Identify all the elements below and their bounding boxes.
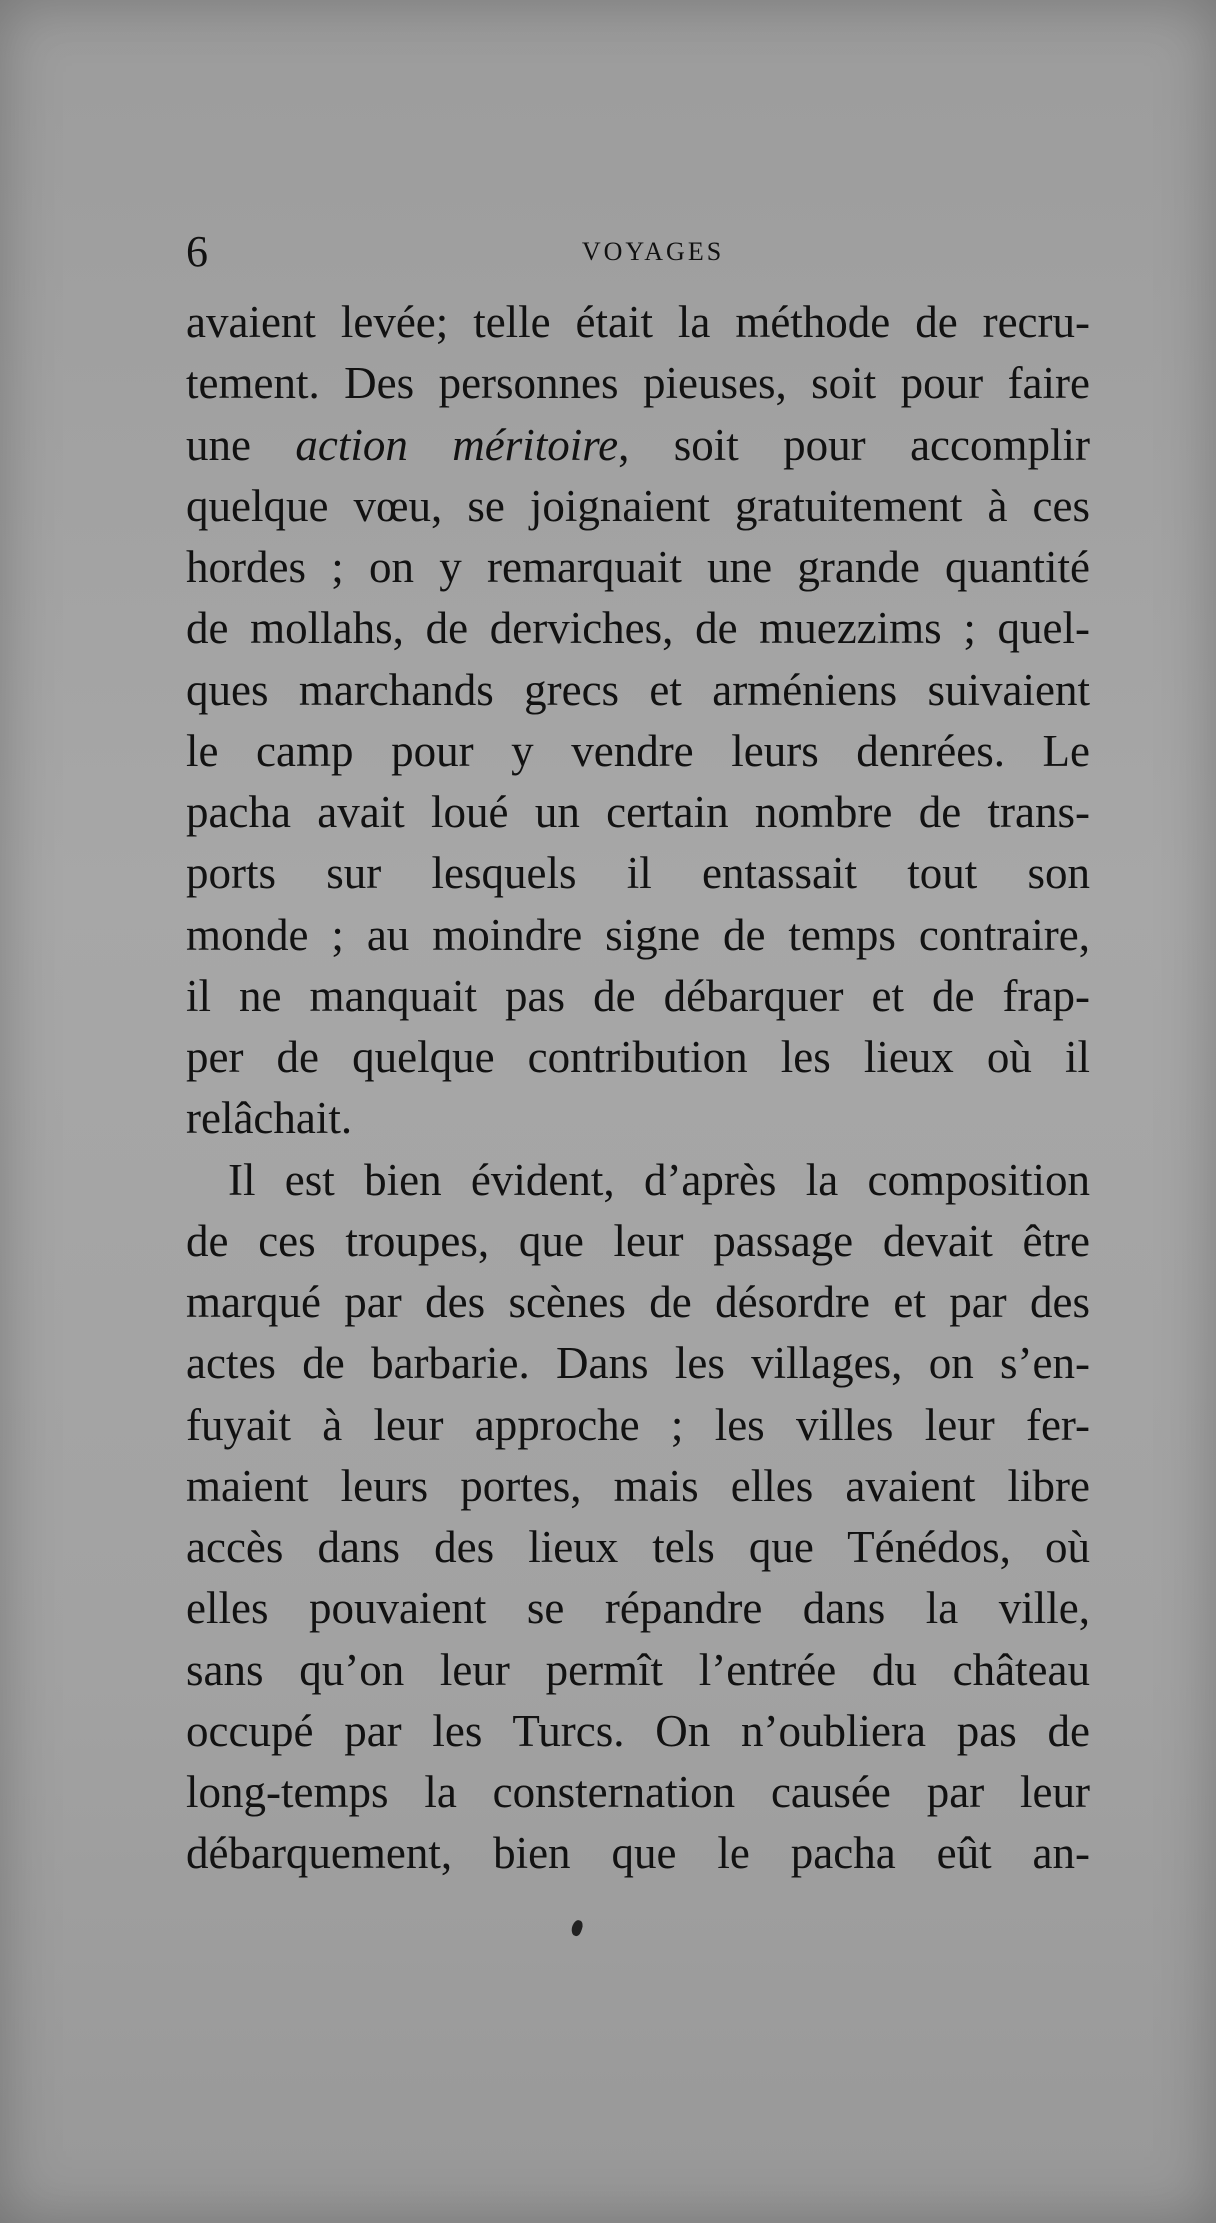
text-line: il ne manquait pas de débarquer et de frap-	[186, 970, 1090, 1021]
running-title: VOYAGES	[581, 237, 725, 266]
text-line: accès dans des lieux tels que Ténédos, où	[186, 1522, 1090, 1572]
text-line-italic: une action méritoire, soit pour accomplir	[186, 419, 1090, 470]
text-line: per de quelque contribution les lieux où il	[186, 1032, 1090, 1082]
text-line: relâchait.	[186, 1093, 353, 1144]
paragraph-2	[186, 1150, 1090, 1885]
text-line: long-temps la consternation causée par leur	[186, 1767, 1090, 1817]
text-line: tement. Des personnes pieuses, soit pour faire	[186, 358, 1090, 409]
text-line: hordes ; on y remarquait une grande quantité	[186, 542, 1090, 592]
ink-blot	[570, 1919, 585, 1937]
text-line: maient leurs portes, mais elles avaient libre	[186, 1460, 1090, 1511]
paragraph-1	[186, 292, 1090, 1150]
text-line: occupé par les Turcs. On n’oubliera pas de	[186, 1705, 1090, 1756]
text-line: monde ; au moindre signe de temps contraire,	[186, 909, 1090, 960]
text-line: sans qu’on leur permît l’entrée du château	[186, 1644, 1090, 1695]
text-line: avaient levée; telle était la méthode de recru-	[186, 297, 1090, 347]
text-line: ques marchands grecs et arméniens suivaient	[186, 664, 1090, 715]
text-line: marqué par des scènes de désordre et par des	[186, 1277, 1090, 1327]
text-line: actes de barbarie. Dans les villages, on s’en-	[186, 1338, 1090, 1389]
text-line: ports sur lesquels il entassait tout son	[186, 848, 1090, 899]
page-header	[186, 224, 1090, 280]
text-line: le camp pour y vendre leurs denrées. Le	[186, 725, 1090, 776]
text-line: quelque vœu, se joignaient gratuitement à ces	[186, 480, 1090, 531]
body-text	[186, 292, 1090, 1885]
text-line: de ces troupes, que leur passage devait être	[186, 1215, 1090, 1266]
page-number: 6	[186, 227, 208, 276]
text-line: pacha avait loué un certain nombre de trans-	[186, 787, 1090, 837]
italic-text: action méritoire	[295, 419, 619, 470]
text-line: Il est bien évident, d’après la composition	[228, 1154, 1090, 1205]
text-line: elles pouvaient se répandre dans la ville,	[186, 1583, 1090, 1634]
text-line: de mollahs, de derviches, de muezzims ; quel-	[186, 603, 1090, 654]
text-line: débarquement, bien que le pacha eût an-	[186, 1828, 1090, 1879]
text-line: fuyait à leur approche ; les villes leur fer-	[186, 1399, 1090, 1450]
